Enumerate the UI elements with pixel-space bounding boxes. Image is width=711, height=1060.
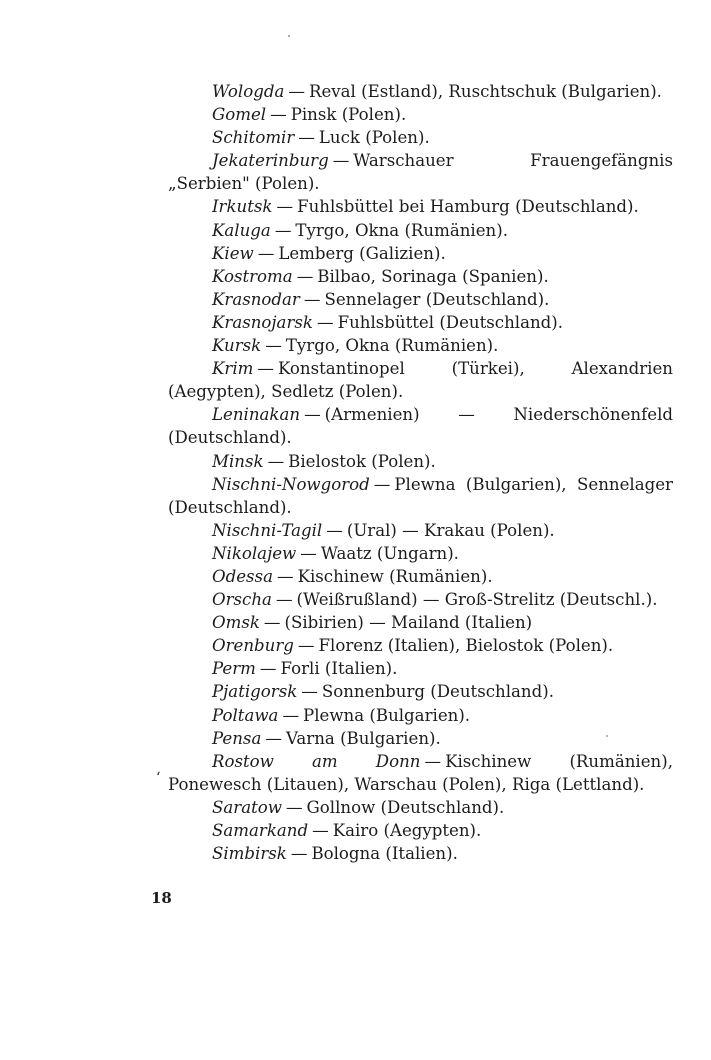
em-dash: — [304, 405, 321, 425]
list-entry [168, 450, 673, 473]
prison-locations: Varna (Bulgarien). [285, 728, 441, 748]
list-entry [168, 565, 673, 588]
prison-locations: (Ural) — Krakau (Polen). [346, 520, 555, 540]
list-entry [168, 796, 673, 819]
em-dash: — [276, 566, 294, 586]
prison-locations: Sonnenburg (Deutschland). [321, 682, 554, 702]
prison-locations: Waatz (Ungarn). [320, 543, 459, 563]
soviet-city-name: Krasnodar [212, 289, 300, 309]
prison-locations: Tyrgo, Okna (Rumänien). [285, 336, 499, 356]
soviet-city-name: Kiew [212, 243, 254, 263]
soviet-city-name: Gomel [212, 105, 267, 125]
soviet-city-name: Simbirsk [212, 844, 287, 864]
soviet-city-name: Nischni-Nowgorod [212, 474, 370, 494]
list-entry [168, 473, 673, 519]
em-dash: — [303, 289, 321, 309]
em-dash: — [312, 821, 329, 840]
list-entry [168, 842, 673, 865]
soviet-city-name: Orenburg [212, 636, 294, 656]
soviet-city-name: Pjatigorsk [212, 682, 298, 702]
list-entry [168, 357, 673, 403]
em-dash: — [300, 543, 317, 563]
prison-locations: Sennelager (Deutschland). [324, 289, 550, 309]
em-dash: — [274, 220, 292, 240]
soviet-city-name: Kostroma [212, 266, 293, 286]
em-dash: — [276, 197, 294, 217]
prison-locations: Kischinew (Rumänien), Ponewesch (Litauen), Warschau (Polen), Riga (Lettland). [168, 751, 673, 794]
soviet-city-name: Poltawa [212, 705, 279, 725]
list-entry [168, 704, 673, 727]
prison-locations: Forli (Italien). [280, 659, 398, 679]
soviet-city-name: Samarkand [212, 821, 309, 840]
prison-locations: (Sibirien) — Mailand (Italien) [284, 613, 533, 633]
soviet-city-name: Nischni-Tagil [212, 520, 323, 540]
list-entry [168, 195, 673, 218]
prison-locations: Bologna (Italien). [311, 844, 458, 864]
soviet-city-name: Nikolajew [212, 543, 297, 563]
list-entry [168, 611, 673, 634]
prison-locations: Kairo (Aegypten). [332, 821, 482, 840]
list-entry [168, 727, 673, 750]
paper-speck [288, 35, 290, 37]
em-dash: — [270, 105, 287, 125]
list-entry [168, 750, 673, 796]
soviet-city-name: Irkutsk [212, 197, 273, 217]
em-dash: — [275, 590, 293, 610]
prison-locations: Konstantinopel (Türkei), Alexandrien (Aegypten), Sedletz (Polen). [168, 359, 673, 402]
soviet-city-name: Kaluga [212, 220, 271, 240]
prison-locations: Tyrgo, Okna (Rumänien). [295, 220, 508, 240]
prison-locations: Bilbao, Sorinaga (Spanien). [317, 266, 549, 286]
page-number: 18 [151, 889, 172, 907]
prison-locations: Pinsk (Polen). [290, 105, 407, 125]
em-dash: — [285, 797, 303, 817]
em-dash: — [326, 520, 343, 540]
prison-locations: Lemberg (Galizien). [278, 243, 446, 263]
prison-locations: Luck (Polen). [318, 128, 430, 148]
em-dash: — [263, 613, 281, 633]
list-entry [168, 657, 673, 680]
soviet-city-name: Orscha [212, 590, 272, 610]
list-entry [168, 103, 673, 126]
em-dash: — [290, 844, 308, 864]
em-dash: — [257, 359, 274, 379]
prison-locations: Florenz (Italien), Bielostok (Polen). [318, 636, 614, 656]
soviet-city-name: Minsk [212, 451, 264, 471]
em-dash: — [316, 312, 334, 332]
soviet-city-name: Saratow [212, 797, 282, 817]
list-entry [168, 288, 673, 311]
em-dash: — [373, 474, 391, 494]
list-entry [168, 242, 673, 265]
em-dash: — [298, 128, 315, 148]
em-dash: — [424, 751, 442, 771]
prison-locations: (Weißrußland) — Groß-Strelitz (Deutschl.). [296, 590, 658, 610]
soviet-city-name: Krim [212, 359, 254, 379]
prison-locations: Bielostok (Polen). [288, 451, 436, 471]
list-entry [168, 311, 673, 334]
em-dash: — [265, 336, 282, 356]
soviet-city-name: Perm [212, 659, 256, 679]
soviet-city-name: Omsk [212, 613, 260, 633]
soviet-city-name: Wologda [212, 82, 285, 101]
soviet-city-name: Odessa [212, 566, 273, 586]
em-dash: — [296, 266, 314, 286]
soviet-city-name: Krasnojarsk [212, 312, 313, 332]
list-entry [168, 403, 673, 449]
soviet-city-name: Leninakan [212, 405, 301, 425]
prison-locations: Reval (Estland), Ruschtschuk (Bulgarien). [308, 82, 662, 101]
city-prison-list [168, 80, 673, 865]
list-entry [168, 519, 673, 542]
soviet-city-name: Jekaterinburg [212, 151, 329, 171]
list-entry [168, 219, 673, 242]
list-entry [168, 80, 673, 103]
em-dash: — [259, 659, 277, 679]
list-entry [168, 265, 673, 288]
list-entry [168, 334, 673, 357]
prison-locations: Warschauer Frauengefängnis „Serbien" (Polen). [168, 151, 673, 194]
list-entry [168, 126, 673, 149]
em-dash: — [257, 243, 275, 263]
prison-locations: Plewna (Bulgarien). [303, 705, 471, 725]
em-dash: — [265, 728, 282, 748]
em-dash: — [282, 705, 300, 725]
em-dash: — [288, 82, 305, 101]
stray-ink-mark: ʻ [156, 770, 161, 786]
list-entry [168, 634, 673, 657]
em-dash: — [297, 636, 315, 656]
prison-locations: Plewna (Bulgarien), Sennelager (Deutschland). [168, 474, 673, 517]
soviet-city-name: Pensa [212, 728, 262, 748]
prison-locations: (Armenien) — Niederschönenfeld (Deutschland). [168, 405, 673, 448]
prison-locations: Gollnow (Deutschland). [306, 797, 505, 817]
em-dash: — [267, 451, 285, 471]
list-entry [168, 819, 673, 842]
prison-locations: Fuhlsbüttel (Deutschland). [337, 312, 564, 332]
em-dash: — [332, 151, 350, 171]
list-entry [168, 149, 673, 195]
soviet-city-name: Schitomir [212, 128, 295, 148]
soviet-city-name: Kursk [212, 336, 262, 356]
em-dash: — [301, 682, 318, 702]
prison-locations: Fuhlsbüttel bei Hamburg (Deutschland). [297, 197, 639, 217]
list-entry [168, 542, 673, 565]
list-entry [168, 588, 673, 611]
list-entry [168, 680, 673, 703]
prison-locations: Kischinew (Rumänien). [297, 566, 493, 586]
soviet-city-name: Rostow am Donn [212, 751, 421, 771]
